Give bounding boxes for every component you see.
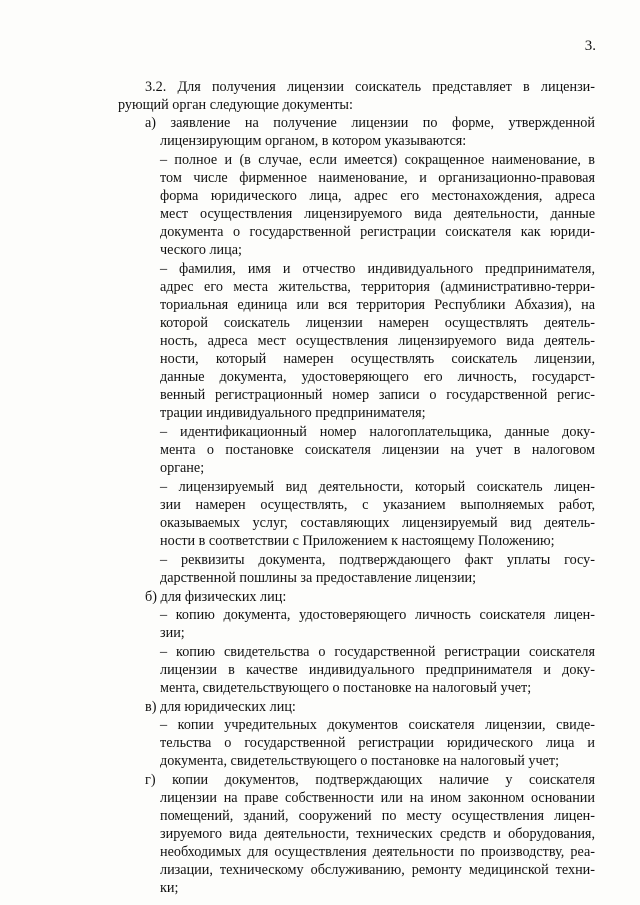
item-b-title: б) для физических лиц: [145,589,287,605]
list-item-line: документа о государственной регистрации соискателя как юриди- [160,224,595,240]
list-item-line: данные документа, удостоверяющего его личность, государст- [160,369,595,385]
list-item-line: – лицензируемый вид деятельности, который соискатель лицен- [160,479,595,495]
paragraph-heading-line: 3.2. Для получения лицензии соискатель представляет в лицензи- [145,79,595,95]
list-item-line: форма юридического лица, адрес его местонахождения, адреса [160,188,595,204]
list-item-line: органе; [160,460,205,476]
list-item-line: тельства о государственной регистрации юридического лица и [160,735,595,751]
list-item-line: зии намерен осуществлять, с указанием выполняемых работ, [160,497,595,513]
list-item-line: – копии учредительных документов соискателя лицензии, свиде- [160,717,595,733]
page-number: 3. [584,38,596,54]
list-item-line: мест осуществления лицензируемого вида деятельности, данные [160,206,595,222]
list-item-line: дарственной пошлины за предоставление лицензии; [160,570,477,586]
list-item-line: – полное и (в случае, если имеется) сокращенное наименование, в [160,152,595,168]
list-item-line: том числе фирменное наименование, и организационно-правовая [160,170,595,186]
list-item-line: венный регистрационный номер записи о государственной регис- [160,387,595,403]
list-item-line: трации индивидуального предпринимателя; [160,405,426,421]
list-item-line: мента о постановке соискателя лицензии на учет в налоговом [160,442,595,458]
item-g-line: лизации, техническому обслуживанию, ремонту медицинской техни- [160,862,595,878]
list-item-line: оказываемых услуг, составляющих лицензируемый вид деятель- [160,515,595,531]
list-item-line: – копию свидетельства о государственной регистрации соискателя [160,644,595,660]
paragraph-heading-line: рующий орган следующие документы: [118,97,353,113]
item-a-title: а) заявление на получение лицензии по форме, утвержденной [145,115,595,131]
item-g-line: зируемого вида деятельности, технических средств и оборудования, [160,826,595,842]
item-g-line: ки; [160,880,179,896]
list-item-line: ности в соответствии с Приложением к настоящему Положению; [160,533,555,549]
list-item-line: адрес его места жительства, территория (административно-терри- [160,279,595,295]
list-item-line: которой соискатель лицензии намерен осуществлять деятель- [160,315,595,331]
list-item-line: документа, свидетельствующего о постановке на налоговый учет; [160,753,560,769]
list-item-line: зии; [160,625,185,641]
item-g-line: г) копии документов, подтверждающих наличие у соискателя [145,772,595,788]
list-item-line: – реквизиты документа, подтверждающего факт уплаты госу- [160,552,595,568]
list-item-line: ность, адреса мест осуществления лицензируемого вида деятель- [160,333,595,349]
list-item-line: лицензии в качестве индивидуального предпринимателя и доку- [160,662,595,678]
list-item-line: – копию документа, удостоверяющего личность соискателя лицен- [160,607,595,623]
item-g-line: лицензии на праве собственности или на ином законном основании [160,790,595,806]
list-item-line: – идентификационный номер налогоплательщика, данные доку- [160,424,595,440]
list-item-line: мента, свидетельствующего о постановке на налоговый учет; [160,680,532,696]
item-g-line: помещений, зданий, сооружений по месту осуществления лицен- [160,808,595,824]
list-item-line: ности, который намерен осуществлять соискатель лицензии, [160,351,595,367]
item-a-title: лицензирующим органом, в котором указываются: [160,133,467,149]
list-item-line: ческого лица; [160,242,242,258]
item-g-line: необходимых для осуществления деятельности по производству, реа- [160,844,595,860]
list-item-line: ториальная единица или вся территория Республики Абхазия), на [160,297,595,313]
item-v-title: в) для юридических лиц: [145,699,296,715]
list-item-line: – фамилия, имя и отчество индивидуального предпринимателя, [160,261,595,277]
